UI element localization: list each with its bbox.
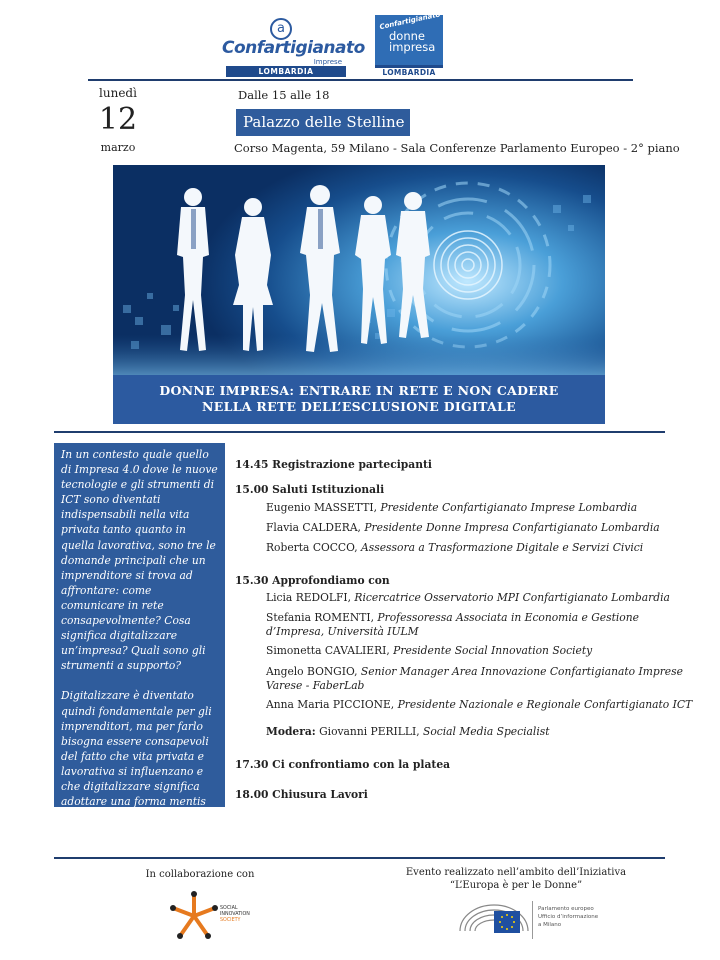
event-venue: Palazzo delle Stelline <box>236 109 410 136</box>
footer-rule <box>54 857 665 859</box>
sis-logo-line2: INNOVATION <box>220 912 250 917</box>
confartigianato-logo <box>222 18 365 76</box>
section-rule <box>54 431 665 433</box>
speaker-row: Roberta COCCO, Assessora a Trasformazione Digitale e Servizi Civici <box>266 541 644 554</box>
confartigianato-a-icon: a <box>270 18 292 40</box>
donne-impresa-logo-line1: donne <box>389 29 425 43</box>
program-item-debate: 17.30 Ci confrontiamo con la platea <box>235 758 451 771</box>
speaker-row: Simonetta CAVALIERI, Presidente Social Innovation Society <box>266 644 593 657</box>
speaker-row: Flavia CALDERA, Presidente Donne Impresa Confartigianato Lombardia <box>266 521 660 534</box>
confartigianato-logo-sub: Imprese <box>313 58 342 66</box>
speaker-row-continued: Varese - FaberLab <box>266 679 365 692</box>
sis-logo-line1: SOCIAL <box>220 906 238 911</box>
hero-title-line1: DONNE IMPRESA: ENTRARE IN RETE E NON CADERE <box>159 383 559 398</box>
confartigianato-logo-name: Confartigianato <box>222 38 365 58</box>
speaker-row: Angelo BONGIO, Senior Manager Area Innovazione Confartigianato Imprese <box>266 665 683 678</box>
hero-title <box>113 375 605 424</box>
intro-paragraph-1: In un contesto quale quello di Impresa 4.0 dove le nuove tecnologie e gli strumenti di ICT sono diventati indispensabili nella vita privata tanto quanto in quella lavorativa, sono tre le domande principali che un imprenditore si trova ad affrontare: come comunicare in rete consapevolmente? Cosa significa digitalizzare un’impresa? Quali sono gli strumenti a supporto? <box>61 448 218 673</box>
donne-impresa-logo-top: Confartigianato <box>378 10 442 32</box>
donne-impresa-logo-line2: impresa <box>389 40 436 54</box>
speaker-row: Anna Maria PICCIONE, Presidente Nazionale e Regionale Confartigianato ICT <box>266 698 693 711</box>
event-month: marzo <box>100 141 136 154</box>
ep-logo-line2: Ufficio d’informazione <box>538 914 599 920</box>
event-time: Dalle 15 alle 18 <box>238 88 330 102</box>
collaboration-label: In collaborazione con <box>145 869 255 880</box>
ep-logo-line3: a Milano <box>538 922 562 928</box>
donne-impresa-logo-box <box>375 10 443 65</box>
speaker-row: Licia REDOLFI, Ricercatrice Osservatorio MPI Confartigianato Lombardia <box>266 591 670 604</box>
intro-paragraph-2: Digitalizzare è diventato quindi fondamentale per gli imprenditori, ma per farlo bisogna essere consapevoli del fatto che vita privata e lavorativa si influenzano e che digitalizzare significa adottare una forma mentis tale da rivoluzionare l’intero sistema aziendale. <box>61 689 216 839</box>
moderator-row: Modera: Giovanni PERILLI, Social Media Specialist <box>266 725 550 738</box>
event-day: 12 <box>98 102 138 137</box>
program-item-closing: 18.00 Chiusura Lavori <box>235 788 368 801</box>
confartigianato-logo-region: LOMBARDIA <box>226 66 346 77</box>
sis-logo-line3: SOCIETY <box>220 918 241 923</box>
event-initiative-line2: “L’Europa è per le Donne” <box>449 880 583 891</box>
donne-impresa-logo-main <box>389 31 435 53</box>
intro-sidebar <box>54 443 225 839</box>
european-parliament-logo <box>456 897 616 945</box>
event-weekday: lunedì <box>99 86 137 100</box>
donne-impresa-logo-region: LOMBARDIA <box>382 68 436 77</box>
ep-logo-line1: Parlamento europeo <box>538 906 594 912</box>
event-initiative-note <box>396 866 636 892</box>
hero-title-line2: NELLA RETE DELL’ESCLUSIONE DIGITALE <box>202 399 516 414</box>
event-address: Corso Magenta, 59 Milano - Sala Conferenze Parlamento Europeo - 2° piano <box>234 141 680 155</box>
event-initiative-line1: Evento realizzato nell’ambito dell’Iniziativa <box>405 867 627 878</box>
program-item-greetings: 15.00 Saluti Istituzionali <box>235 483 385 496</box>
ep-logo-divider <box>532 901 533 939</box>
donne-impresa-logo <box>375 10 443 79</box>
social-innovation-society-logo <box>166 888 256 944</box>
header-rule <box>88 79 633 81</box>
parliament-hemicycle-icon <box>456 897 536 945</box>
program-item-registration: 14.45 Registrazione partecipanti <box>235 458 432 471</box>
speaker-row: Eugenio MASSETTI, Presidente Confartigianato Imprese Lombardia <box>266 501 638 514</box>
speaker-row-continued: d’Impresa, Università IULM <box>266 625 419 638</box>
program-item-deep-dive: 15.30 Approfondiamo con <box>235 574 390 587</box>
sis-star-icon <box>166 888 222 944</box>
speaker-row: Stefania ROMENTI, Professoressa Associata in Economia e Gestione <box>266 611 639 624</box>
